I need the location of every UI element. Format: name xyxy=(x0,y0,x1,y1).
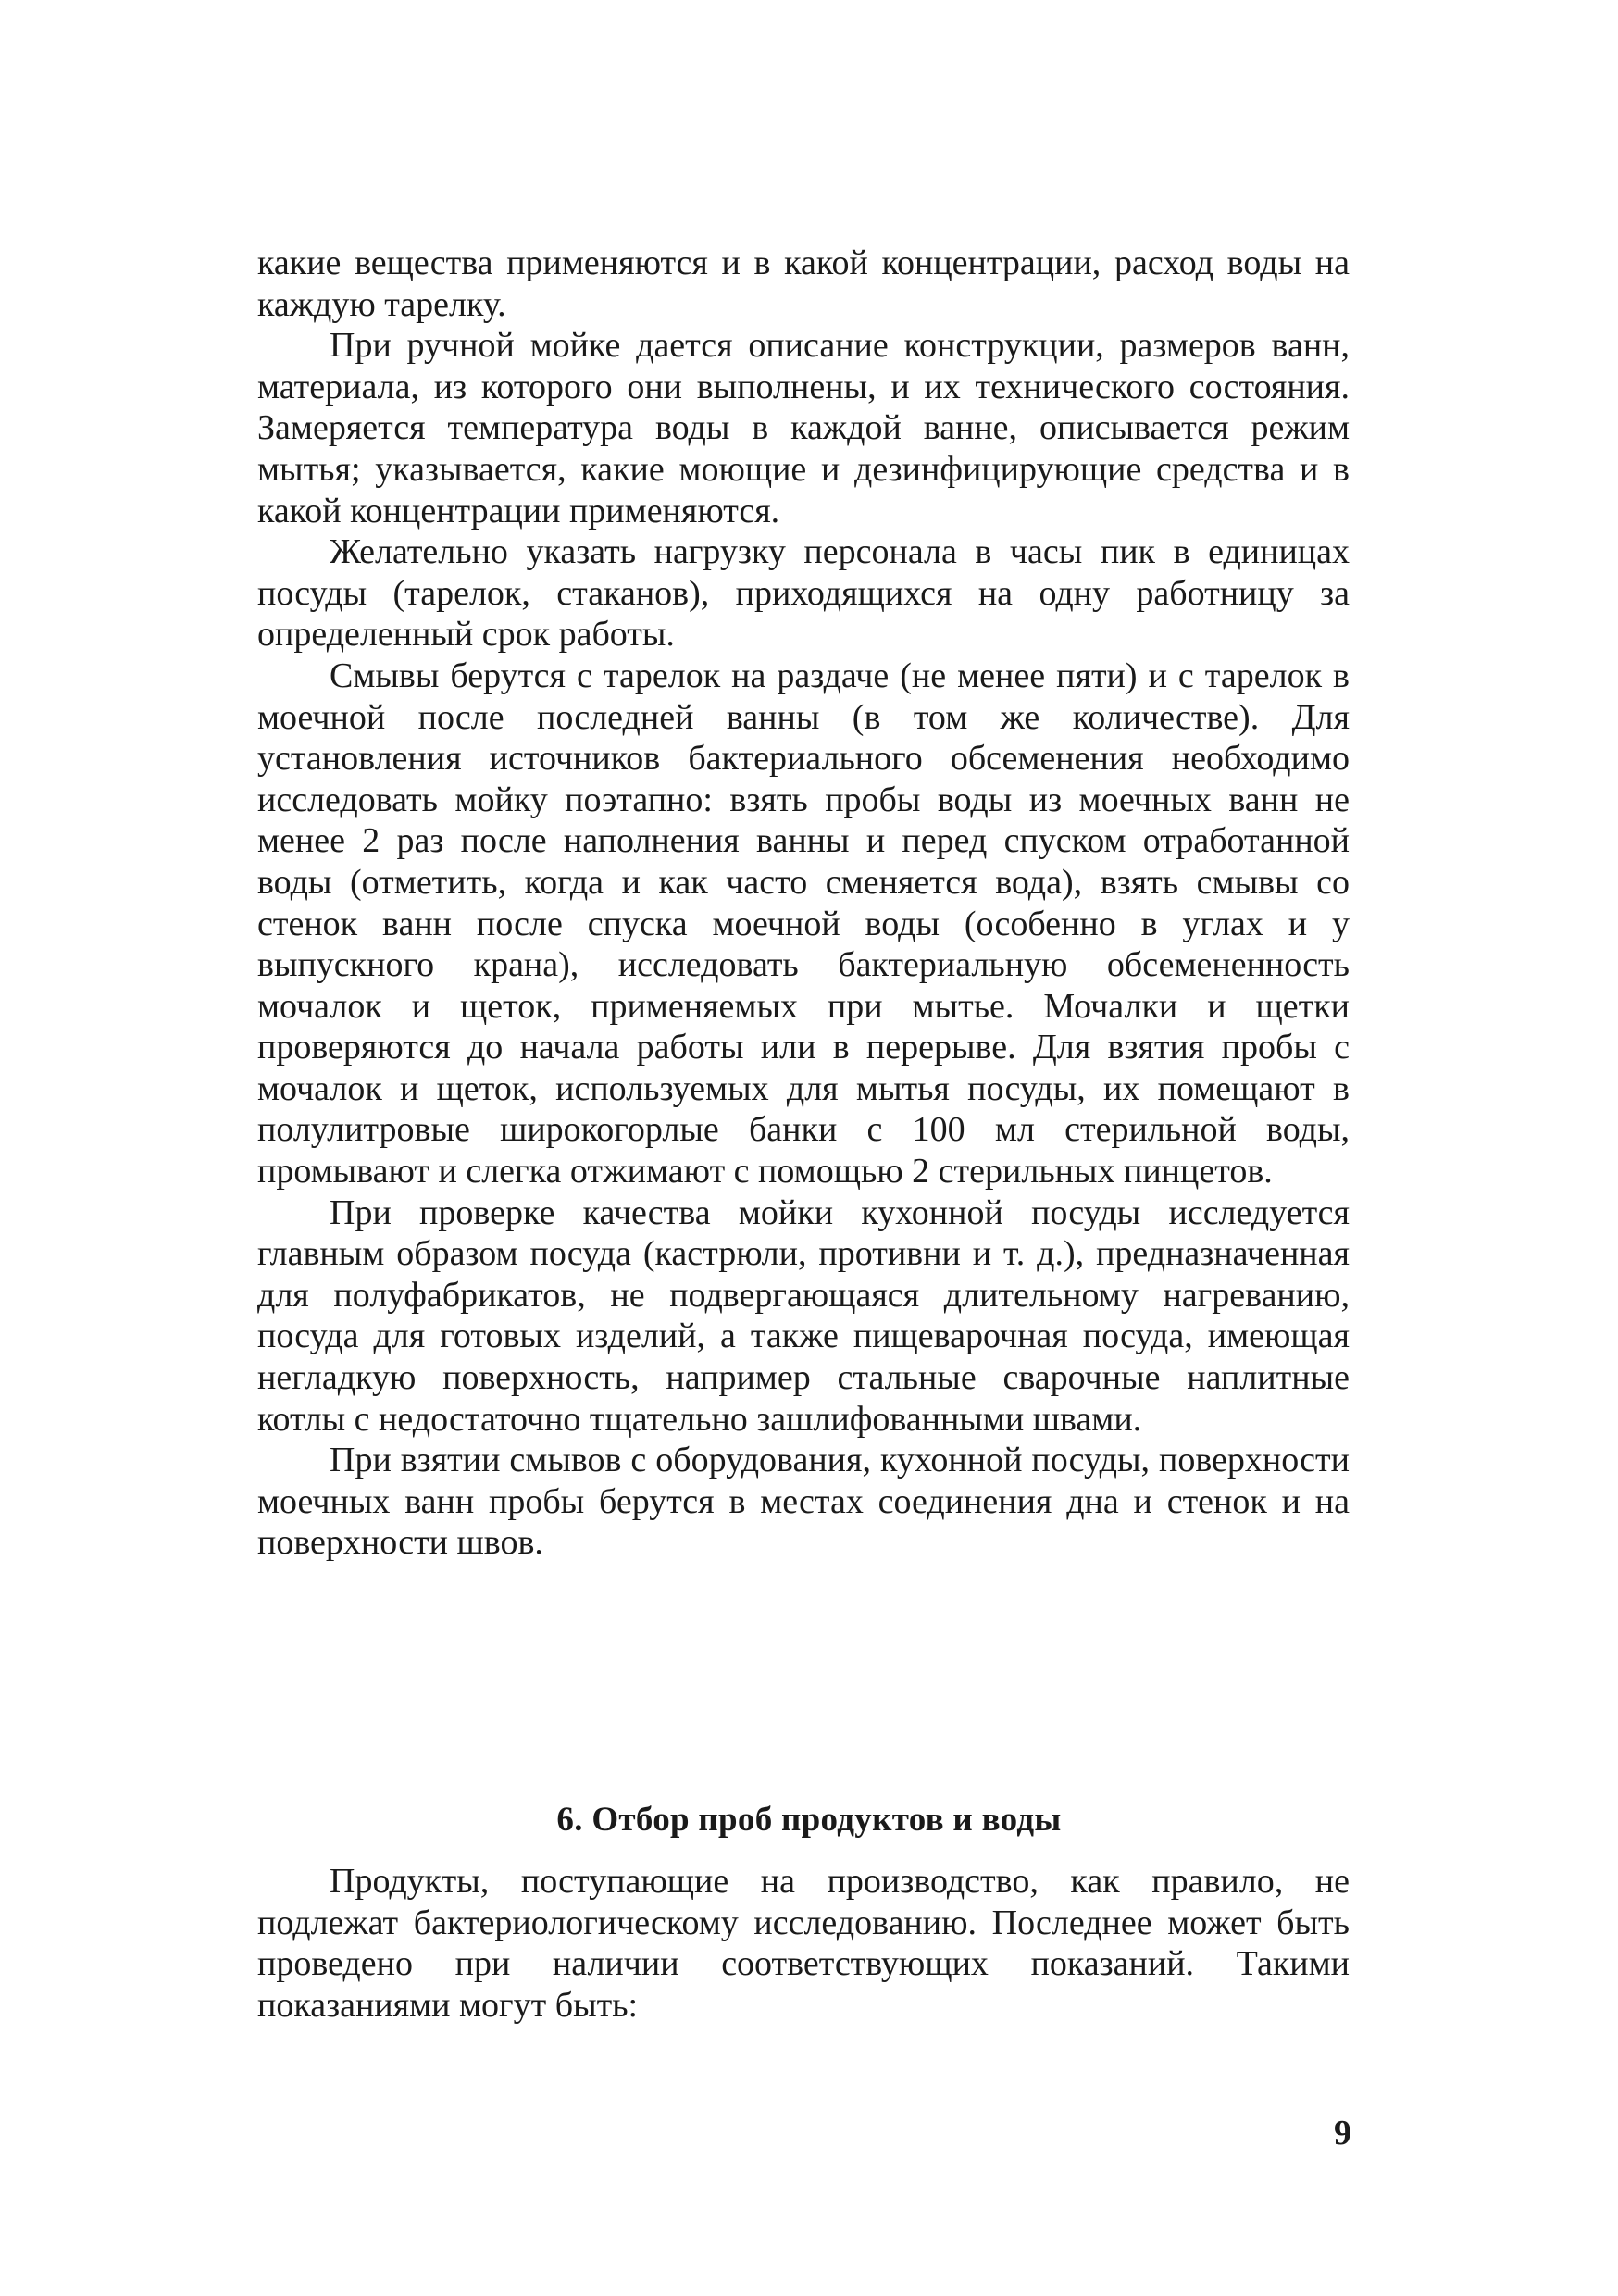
body-text-bottom xyxy=(257,1861,1350,2026)
paragraph-equipment-swabs: При взятии смывов с оборудования, кухонной посуды, поверхности моечных ванн пробы берутся в местах соединения дна и стенок и на поверхности швов. xyxy=(257,1441,1350,1563)
page-number: 9 xyxy=(1334,2114,1351,2152)
paragraph-swabs: Смывы берутся с тарелок на раздаче (не менее пяти) и с тарелок в моечной после последней ванны (в том же количестве). Для установления источников бактериального обсеменения необходимо исследовать мойку поэтапно: взять пробы воды из моечных ванн не менее 2 раз после наполнения ванны и перед спуском отработанной воды (отметить, когда и как часто сменяется вода), взять смывы со стенок ванн после спуска моечной воды (особенно в углах и у выпускного крана), исследовать бактериальную обсемененность мочалок и щеток, применяемых при мытье. Мочалки и щетки проверяются до начала работы или в перерыве. Для взятия пробы с мочалок и щеток, используемых для мытья посуды, их помещают в полулитровые широкогорлые банки с 100 мл стерильной воды, промывают и слегка отжимают с помощью 2 стерильных пинцетов. xyxy=(257,655,1350,1192)
paragraph-products-intro: Продукты, поступающие на производство, как правило, не подлежат бактериологическому исследованию. Последнее может быть проведено при наличии соответствующих показаний. Такими показаниями могут быть: xyxy=(257,1862,1350,2025)
paragraph-kitchenware-check: При проверке качества мойки кухонной посуды исследуется главным образом посуда (кастрюли, противни и т. д.), предназначенная для полуфабрикатов, не подвергающаяся длительному нагреванию, посуда для готовых изделий, а также пищеварочная посуда, имеющая негладкую поверхность, например стальные сварочные наплитные котлы с недостаточно тщательно зашлифованными швами. xyxy=(257,1192,1350,1439)
paragraph-staff-load: Желательно указать нагрузку персонала в часы пик в единицах посуды (тарелок, стаканов), приходящихся на одну работницу за определенный срок работы. xyxy=(257,532,1350,655)
body-text-top xyxy=(257,243,1350,1564)
paragraph-manual-washing: При ручной мойке дается описание конструкции, размеров ванн, материала, из которого они выполнены, и их технического состояния. Замеряется температура воды в каждой ванне, описывается режим мытья; указывается, какие моющие и дезинфицирующие средства и в какой концентрации применяются. xyxy=(257,326,1350,530)
section-heading: 6. Отбор проб продуктов и воды xyxy=(556,1801,1062,1839)
paragraph-continuation: какие вещества применяются и в какой концентрации, расход воды на каждую тарелку. xyxy=(257,243,1350,324)
